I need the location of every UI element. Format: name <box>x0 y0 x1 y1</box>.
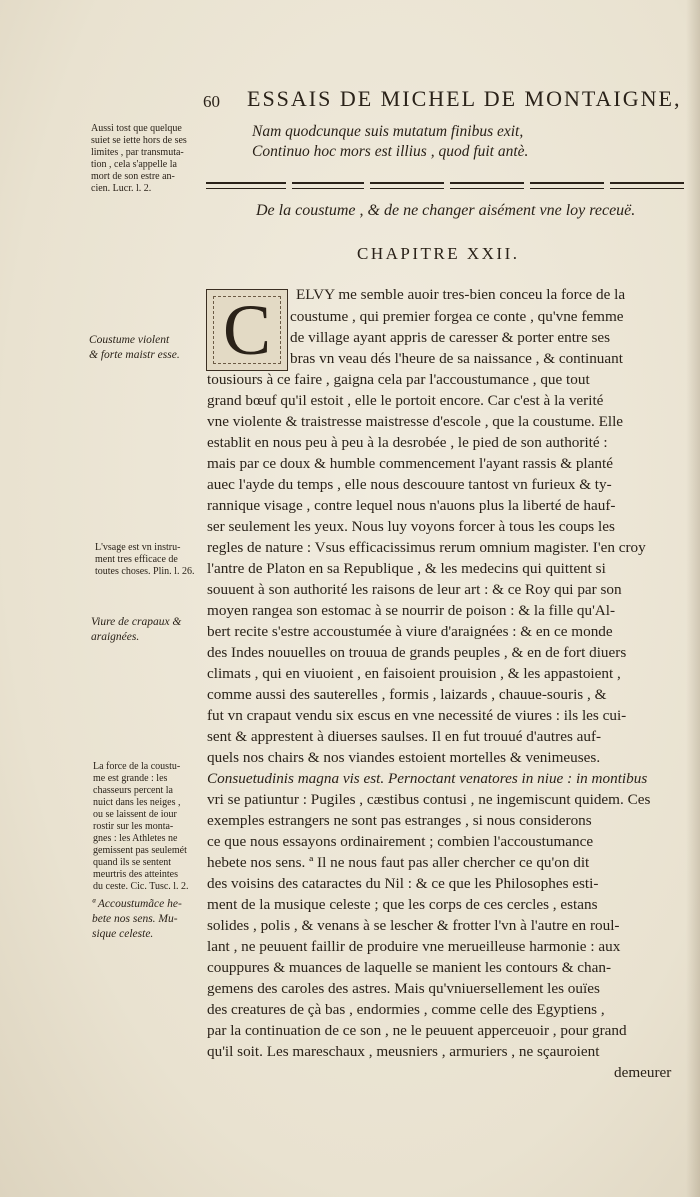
verse-line: Nam quodcunque suis mutatum finibus exit, <box>252 123 524 140</box>
margin-note-line: ment tres efficace de <box>95 554 178 565</box>
margin-note-line: chasseurs percent la <box>93 785 173 796</box>
margin-note-line: Viure de crapaux & <box>91 616 182 628</box>
margin-note-line: du ceste. Cic. Tusc. l. 2. <box>93 881 189 892</box>
body-line: Consuetudinis magna vis est. Pernoctant venatores in niue : in montibus <box>207 770 648 787</box>
body-line: couppures & muances de laquelle se manient les contours & chan- <box>207 959 612 976</box>
margin-note-line: me est grande : les <box>93 773 168 784</box>
page-edge-shadow <box>686 0 700 1197</box>
body-line: solides , polis , & venans à se lescher & frotter l'vn à l'autre en roul- <box>207 917 620 934</box>
body-line: des Indes nouuelles on trouua de grands peuples , & en de fort diuers <box>207 644 627 661</box>
rule-gap <box>364 180 370 190</box>
chapter-heading: CHAPITRE XXII. <box>357 244 520 263</box>
body-line: climats , qui en viuoient , en faisoient prouision , & les appastoient , <box>207 665 621 682</box>
body-line: l'antre de Platon en sa Republique , & les medecins qui quittent si <box>207 560 606 577</box>
margin-note <box>89 333 180 363</box>
body-line: hebete nos sens. ª Il ne nous faut pas aller chercher ce qu'on dit <box>207 854 590 871</box>
page-number: 60 <box>203 92 220 111</box>
body-line: demeurer <box>614 1064 672 1081</box>
body-line: sent & apprestent à diuerses saulses. Il en fut trouué d'autres auf- <box>207 728 602 745</box>
body-line: regles de nature : Vsus efficacissimus rerum omnium magister. I'en croy <box>207 539 646 556</box>
body-line: vne violente & traistresse maistresse d'escole , que la coustume. Elle <box>207 413 624 430</box>
body-line: moyen rangea son estomac à se nourrir de poison : & la fille qu'Al- <box>207 602 616 619</box>
body-line: des creatures de çà bas , endormies , comme celle des Egyptiens , <box>207 1001 605 1018</box>
margin-note <box>91 123 187 195</box>
margin-note-line: mort de son estre an- <box>91 171 175 182</box>
margin-note-line: cien. Lucr. l. 2. <box>91 183 152 194</box>
body-line: ment de la musique celeste ; que les corps de ces cercles , estans <box>207 896 598 913</box>
rule-gap <box>604 180 610 190</box>
body-line: quels nos chairs & nos viandes estoient mortelles & venimeuses. <box>207 749 601 766</box>
page-header <box>203 86 683 116</box>
body-line: establit en nous peu à peu à la desrobée , le pied de son authorité : <box>207 434 608 451</box>
running-title: ESSAIS DE MICHEL DE MONTAIGNE, <box>247 86 682 111</box>
margin-note-line: Aussi tost que quelque <box>91 123 182 134</box>
margin-note-line: toutes choses. Plin. l. 26. <box>95 566 195 577</box>
body-line: grand bœuf qu'il estoit , elle le portoit encore. Car c'est à la verité <box>207 392 604 409</box>
margin-note-line: sique celeste. <box>92 928 154 940</box>
margin-note-line: bete nos sens. Mu- <box>92 913 178 925</box>
body-line: souuent à son authorité les raisons de leur art : & ce Roy qui par son <box>207 581 622 598</box>
margin-note <box>93 761 189 893</box>
margin-note-line: & forte maistr esse. <box>89 349 180 361</box>
margin-note-line: suiet se iette hors de ses <box>91 135 187 146</box>
margin-note-line: La force de la coustu- <box>93 761 181 772</box>
margin-note-line: meurtris des atteintes <box>93 869 178 880</box>
rule-gap <box>444 180 450 190</box>
chapter-subtitle: De la coustume , & de ne changer aisément vne loy receuë. <box>256 202 636 219</box>
body-line: qu'il soit. Les mareschaux , meusniers , armuriers , ne sçauroient <box>207 1043 600 1060</box>
body-line: fut vn crapaut vendu six escus en vne necessité de viures : ils les cui- <box>207 707 627 724</box>
margin-note-line: gemissent pas seulemét <box>93 845 187 856</box>
margin-note-line: limites , par transmuta- <box>91 147 184 158</box>
rule-gap <box>524 180 530 190</box>
body-line: mais par ce doux & humble commencement l'ayant rassis & planté <box>207 455 613 472</box>
body-line: comme aussi des sauterelles , formis , laizards , chauue-souris , & <box>207 686 607 703</box>
body-line: tousiours à ce faire , gaigna cela par l'accoustumance , que tout <box>207 371 590 388</box>
margin-note-line: ou se laissent de iour <box>93 809 177 820</box>
body-line: ce que nous essayons ordinairement ; combien l'accoustumance <box>207 833 594 850</box>
body-line: exemples estrangers ne sont pas estranges , si nous considerons <box>207 812 592 829</box>
margin-note-line: nuict dans les neiges , <box>93 797 181 808</box>
body-line: ser seulement les yeux. Nous luy voyons forcer à tous les coups les <box>207 518 615 535</box>
body-line: vri se patiuntur : Pugiles , cæstibus contusi , ne ingemiscunt quidem. Ces <box>207 791 651 808</box>
body-line: par la continuation de ce son , ne le peuuent apperceuoir , pour grand <box>207 1022 627 1039</box>
body-line: bras vn veau dés l'heure de sa naissance , & continuant <box>290 350 623 367</box>
ornamental-initial <box>206 289 288 371</box>
margin-note-line: araignées. <box>91 631 140 643</box>
body-line: ELVY me semble auoir tres-bien conceu la force de la <box>296 286 626 303</box>
margin-note-line: gnes : les Athletes ne <box>93 833 178 844</box>
body-line: lant , ne peuuent faillir de produire vne merueilleuse harmonie : aux <box>207 938 621 955</box>
body-line: rannique visage , contre lequel nous n'auons plus la liberté de hauf- <box>207 497 616 514</box>
body-line: bert recite s'estre accoustumée à viure d'araignées : & en ce monde <box>207 623 613 640</box>
body-line: des voisins des cataractes du Nil : & ce que les Philosophes esti- <box>207 875 599 892</box>
margin-note-line: L'vsage est vn instru- <box>95 542 181 553</box>
verse-line: Continuo hoc mors est illius , quod fuit antè. <box>252 143 529 160</box>
margin-note-line: ª Accoustumãce he- <box>92 898 182 910</box>
margin-note <box>92 897 182 942</box>
body-line: auec l'ayde du temps , elle nous descouure tantost vn furieux & ty- <box>207 476 612 493</box>
margin-note-line: rostir sur les monta- <box>93 821 174 832</box>
body-line: de village ayant appris de caresser & porter entre ses <box>290 329 611 346</box>
body-line: coustume , qui premier forgea ce conte , qu'vne femme <box>290 308 624 325</box>
body-line: gemens des caroles des astres. Mais qu'vniuersellement les ouïes <box>207 980 600 997</box>
margin-note-line: Coustume violent <box>89 334 170 346</box>
rule-gap <box>286 180 292 190</box>
margin-note-line: quand ils se sentent <box>93 857 172 868</box>
margin-note <box>91 615 181 645</box>
margin-note-line: tion , cela s'appelle la <box>91 159 177 170</box>
margin-note <box>95 542 194 578</box>
initial-letter: C <box>222 290 272 370</box>
